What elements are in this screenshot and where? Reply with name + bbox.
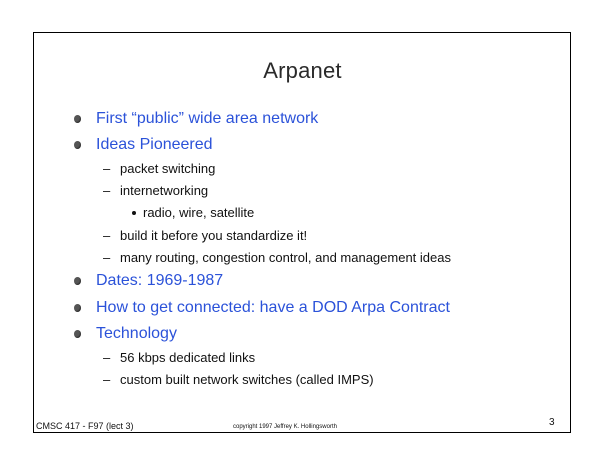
sub-item-imps: custom built network switches (called IMPS)	[120, 372, 374, 387]
dash-icon: –	[103, 183, 111, 198]
bullet-item-how-to-connect: How to get connected: have a DOD Arpa Contract	[96, 299, 450, 316]
dash-icon: –	[103, 350, 111, 365]
bullet-dot-icon	[74, 141, 81, 149]
footer-copyright: copyright 1997 Jeffrey K. Hollingsworth	[233, 424, 337, 430]
bullet-item-2: Ideas Pioneered	[96, 136, 213, 153]
bullet-dot-icon	[74, 115, 81, 123]
sub-item-internetworking: internetworking	[120, 183, 209, 198]
bullet-dot-icon	[74, 277, 81, 285]
page-number: 3	[549, 417, 555, 428]
sub-sub-item-media: radio, wire, satellite	[143, 205, 255, 220]
bullet-item-technology: Technology	[96, 325, 177, 342]
bullet-dot-icon	[74, 330, 81, 338]
slide-title: Arpanet	[263, 58, 342, 83]
dash-icon: –	[103, 161, 111, 176]
sub-item-56kbps: 56 kbps dedicated links	[120, 350, 256, 365]
footer-course: CMSC 417 - F97 (lect 3)	[36, 421, 134, 431]
bullet-dot-icon	[74, 304, 81, 312]
dash-icon: –	[103, 372, 111, 387]
bullet-item-1: First “public” wide area network	[96, 110, 319, 127]
dash-icon: –	[103, 228, 111, 243]
sub-bullet-icon	[132, 211, 136, 215]
sub-item-build-before-standardize: build it before you standardize it!	[120, 228, 308, 243]
sub-item-routing-ideas: many routing, congestion control, and management ideas	[120, 250, 451, 265]
dash-icon: –	[103, 250, 111, 265]
sub-item-packet-switching: packet switching	[120, 161, 216, 176]
bullet-item-dates: Dates: 1969-1987	[96, 272, 224, 289]
